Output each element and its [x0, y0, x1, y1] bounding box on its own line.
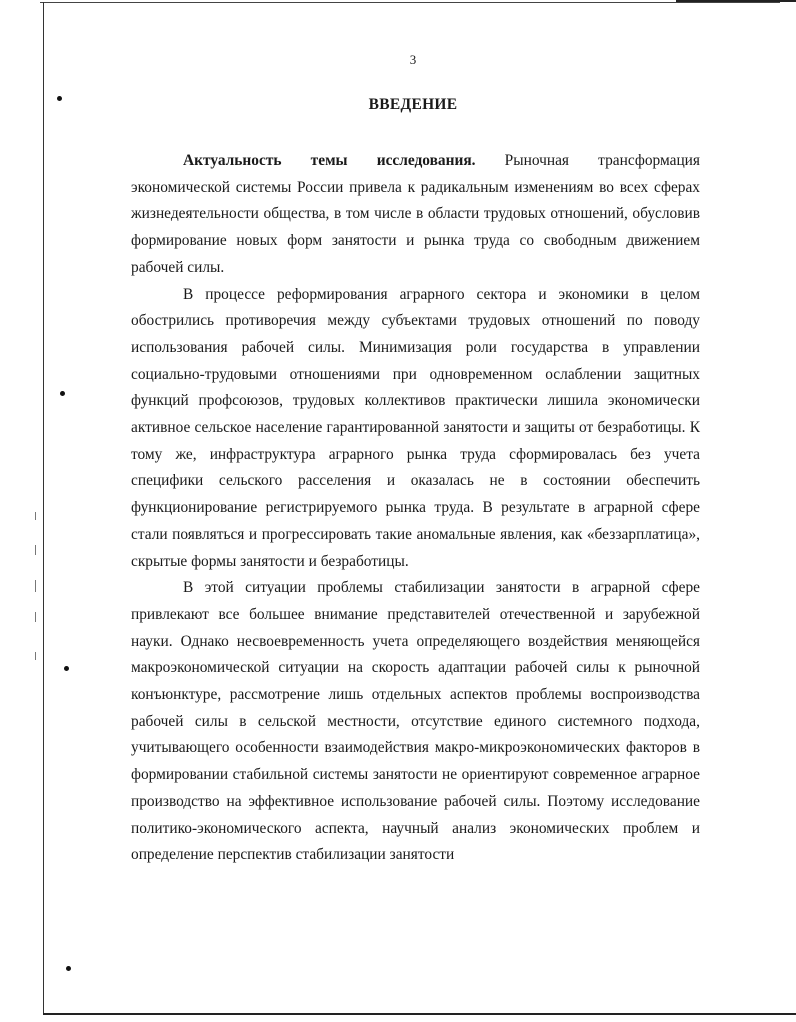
scan-top-right-edge — [676, 0, 796, 2]
scan-artifact — [35, 612, 36, 622]
scan-artifact — [35, 652, 36, 660]
scan-bottom-edge — [43, 1013, 796, 1015]
scan-artifact — [35, 580, 36, 592]
paragraph-stabilization — [131, 575, 700, 869]
page-number: 3 — [409, 52, 417, 67]
scan-artifact — [35, 545, 36, 555]
section-heading: ВВЕДЕНИЕ — [368, 96, 458, 113]
paragraph-relevance — [131, 148, 700, 282]
paragraph-text: В процессе реформирования аграрного сектора и экономики в целом обострились противоречия между субъектами трудовых отношений по поводу использования рабочей силы. Минимизация роли государства в управлении социально-трудовыми отношениями при одновременном ослаблении защитных функций профсоюзов, трудовых коллективов практически лишила экономически активное сельское население гарантированной занятости и защиты от безработицы. К тому же, инфраструктура аграрного рынка труда сформировалась без учета специфики сельского расселения и оказалась не в состоянии обеспечить функционирование регистрируемого рынка труда. В результате в аграрной сфере стали появляться и прогрессировать такие аномальные явления, как «беззарплатица», скрытые формы занятости и безработицы. — [131, 285, 700, 570]
paragraph-text: В этой ситуации проблемы стабилизации занятости в аграрной сфере привлекают все большее внимание представителей отечественной и зарубежной науки. Однако несвоевременность учета определяющего воздействия меняющейся макроэкономической ситуации на скорость адаптации рабочей силы к рыночной конъюнктуре, рассмотрение лишь отдельных аспектов проблемы воспроизводства рабочей силы в сельской местности, отсутствие единого системного подхода, учитывающего особенности взаимодействия макро-микроэкономических факторов в формировании стабильной системы занятости не ориентируют современное аграрное производство на эффективное использование рабочей силы. Поэтому исследование политико-экономического аспекта, научный анализ экономических проблем и определение перспектив стабилизации занятости — [131, 579, 700, 864]
body-text — [131, 148, 700, 869]
binding-hole-mark — [66, 966, 71, 971]
binding-hole-mark — [60, 391, 65, 396]
scan-artifact — [35, 512, 36, 520]
scan-top-edge — [40, 2, 780, 3]
paragraph-text: Рыночная трансформация экономической системы России привела к радикальным изменениям во всех сферах жизнедеятельности общества, в том числе в области трудовых отношений, обусловив формирование новых форм занятости и рынка труда со свободным движением рабочей силы. — [131, 152, 700, 276]
binding-hole-mark — [64, 666, 69, 671]
paragraph-reform — [131, 282, 700, 576]
scan-left-edge — [43, 2, 44, 1014]
paragraph-lead: Актуальность темы исследования. — [183, 152, 476, 169]
